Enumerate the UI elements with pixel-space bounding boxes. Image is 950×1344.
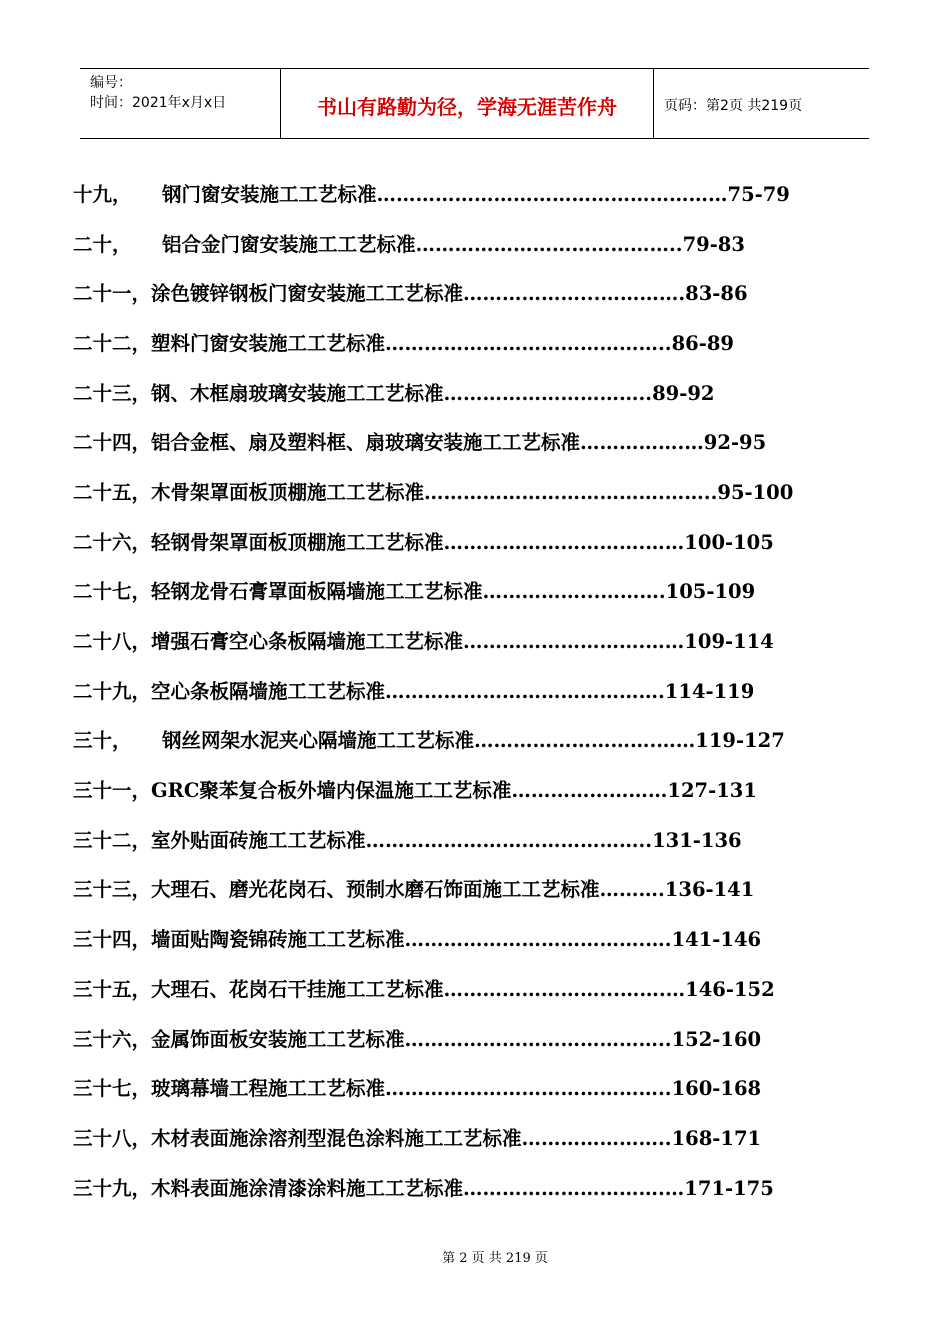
toc-entry-title: GRC聚苯复合板外墙内保温施工工艺标准……………………127-131 (151, 779, 757, 803)
toc-entry-number: 三十三， (73, 878, 152, 902)
header-page-info: 页码：第2页 共219页 (664, 98, 803, 114)
toc-entry-title: 铝合金框、扇及塑料框、扇玻璃安装施工工艺标准…………….…92-95 (151, 431, 767, 455)
toc-entry-title: 钢门窗安装施工工艺标准………………………………………………75-79 (162, 182, 790, 206)
toc-entry[interactable] (73, 416, 853, 466)
toc-entry-title: 钢丝网架水泥夹心隔墙施工工艺标准……………………….……119-127 (162, 729, 785, 753)
toc-entry[interactable] (73, 1062, 853, 1112)
page-footer: 第 2 页 共 219 页 (442, 1251, 548, 1266)
serial-label: 编号： (90, 75, 132, 91)
toc-entry[interactable] (73, 814, 853, 864)
header-motto: 书山有路勤为径，学海无涯苦作舟 (281, 69, 654, 138)
header-meta (80, 69, 281, 138)
toc-entry-number: 三十二， (73, 828, 152, 852)
toc-entry-title: 大理石、花岗石干挂施工工艺标准……………………...…….…146-152 (151, 977, 775, 1001)
page-header (80, 68, 869, 139)
toc-entry-number: 二十四， (73, 431, 152, 455)
toc-entry-title: 轻钢骨架罩面板顶棚施工工艺标准………………………….……100-105 (151, 530, 774, 554)
toc-entry[interactable] (73, 1112, 853, 1162)
toc-entry-number: 三十六， (73, 1027, 152, 1051)
toc-entry-number: 二十一， (73, 282, 152, 306)
toc-entry-number: 三十五， (73, 977, 152, 1001)
toc-entry-number: 二十九， (73, 679, 152, 703)
toc-entry-title: 金属饰面板安装施工工艺标准…………………………………..152-160 (151, 1027, 762, 1051)
toc-entry-number: 三十一， (73, 779, 152, 803)
toc-entry-number: 十九， (73, 182, 132, 206)
toc-entry[interactable] (73, 516, 853, 566)
toc-entry[interactable] (73, 913, 853, 963)
toc-entry-title: 室外贴面砖施工工艺标准……………………………………..131-136 (151, 828, 742, 852)
toc-entry[interactable] (73, 963, 853, 1013)
toc-entry-title: 空心条板隔墙施工工艺标准…………………………………….114-119 (151, 679, 755, 703)
table-of-contents (73, 168, 853, 1211)
toc-entry[interactable] (73, 864, 853, 914)
toc-entry-number: 二十八， (73, 630, 152, 654)
toc-entry-number: 二十五， (73, 480, 152, 504)
toc-entry-title: 木料表面施涂清漆涂料施工工艺标准………………………….…171-175 (151, 1176, 774, 1200)
toc-entry[interactable] (73, 566, 853, 616)
toc-entry-number: 三十九， (73, 1176, 152, 1200)
toc-entry[interactable] (73, 367, 853, 417)
toc-entry-title: 玻璃幕墙工程施工工艺标准……………………………………..160-168 (151, 1077, 762, 1101)
toc-entry[interactable] (73, 218, 853, 268)
toc-entry-number: 二十， (73, 232, 132, 256)
time-label: 时间：2021年x月x日 (90, 95, 227, 111)
toc-entry[interactable] (73, 665, 853, 715)
toc-entry-title: 增强石膏空心条板隔墙施工工艺标准……………………….……109-114 (151, 630, 774, 654)
toc-entry[interactable] (73, 764, 853, 814)
toc-entry[interactable] (73, 1162, 853, 1212)
toc-entry[interactable] (73, 615, 853, 665)
toc-entry[interactable] (73, 317, 853, 367)
toc-entry-title: 大理石、磨光花岗石、预制水磨石饰面施工工艺标准……….136-141 (151, 878, 755, 902)
toc-entry-title: 木骨架罩面板顶棚施工工艺标准……………………………….……..95-100 (151, 480, 794, 504)
toc-entry-number: 三十， (73, 729, 132, 753)
toc-entry-number: 二十二， (73, 331, 152, 355)
toc-entry-title: 木材表面施涂溶剂型混色涂料施工工艺标准…………………..168-171 (151, 1126, 762, 1150)
toc-entry-title: 轻钢龙骨石膏罩面板隔墙施工工艺标准……………...……….105-109 (151, 580, 756, 604)
toc-entry[interactable] (73, 466, 853, 516)
toc-entry[interactable] (73, 1013, 853, 1063)
toc-entry-number: 三十八， (73, 1126, 152, 1150)
toc-entry-title: 钢、木框扇玻璃安装施工工艺标准…………………………..89-92 (151, 381, 715, 405)
toc-entry-title: 涂色镀锌钢板门窗安装施工工艺标准………………...………….83-86 (151, 282, 748, 306)
toc-entry-number: 二十七， (73, 580, 152, 604)
toc-entry[interactable] (73, 715, 853, 765)
toc-entry-number: 二十六， (73, 530, 152, 554)
toc-entry-number: 二十三， (73, 381, 152, 405)
toc-entry-title: 墙面贴陶瓷锦砖施工工艺标准……………………………….….141-146 (151, 928, 762, 952)
toc-entry-number: 三十七， (73, 1077, 152, 1101)
toc-entry[interactable] (73, 267, 853, 317)
toc-entry-number: 三十四， (73, 928, 152, 952)
toc-entry[interactable] (73, 168, 853, 218)
toc-entry-title: 铝合金门窗安装施工工艺标准…………………………………..79-83 (162, 232, 745, 256)
toc-entry-title: 塑料门窗安装施工工艺标准……………………………………..86-89 (151, 331, 734, 355)
